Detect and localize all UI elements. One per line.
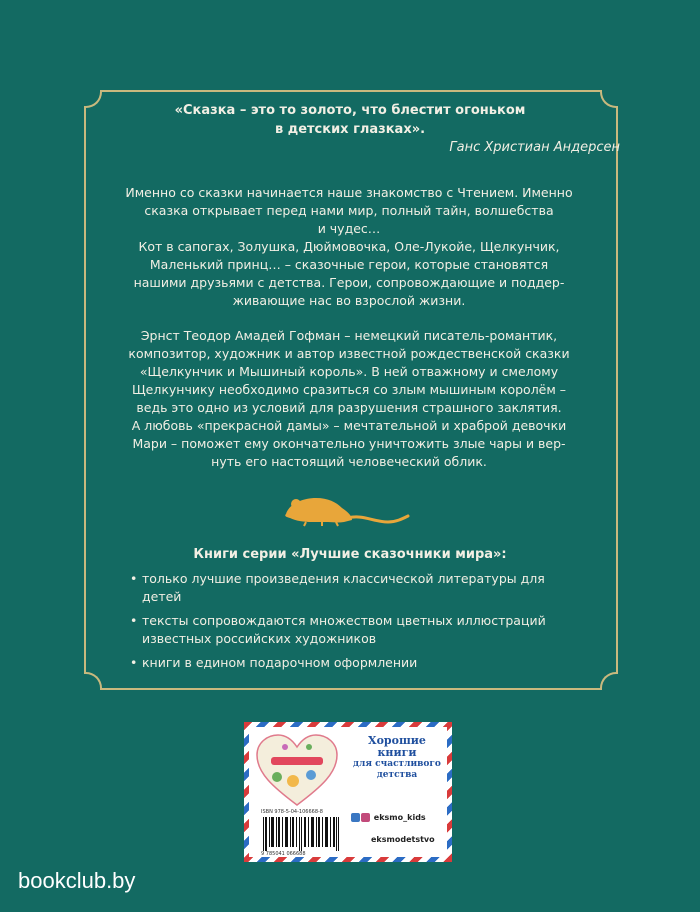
text-line: «Щелкунчик и Мышиный король». В ней отважному и смелому <box>139 364 559 379</box>
epigraph-author: Ганс Христиан Андерсен <box>449 140 620 155</box>
barcode <box>261 817 341 851</box>
text-line: композитор, художник и автор известной рождественской сказки <box>128 346 570 361</box>
epigraph <box>0 101 700 139</box>
series-title: Книги серии «Лучшие сказочники мира»: <box>193 547 507 562</box>
text-line: Щелкунчику необходимо сразиться со злым мышиным королём – <box>131 382 567 397</box>
epigraph-line: в детских глазках». <box>274 122 426 137</box>
slogan-line: для счастливого <box>353 759 441 769</box>
publisher-sticker <box>244 722 452 862</box>
text-line: Кот в сапогах, Золушка, Дюймовочка, Оле-Лукойе, Щелкунчик, <box>138 239 560 254</box>
text-line: нуть его настоящий человеческий облик. <box>211 454 487 469</box>
social-link-detstvo[interactable]: eksmodetstvo <box>371 835 435 844</box>
frame-corner <box>600 672 618 690</box>
text-line: сказка открывает перед нами мир, полный тайн, волшебства <box>144 203 554 218</box>
list-item: • книги в едином подарочном оформлении <box>130 654 570 672</box>
series-features-list <box>130 570 570 678</box>
sticker-slogan <box>349 735 445 781</box>
text-line: живающие нас во взрослой жизни. <box>232 293 466 308</box>
list-item: • тексты сопровождаются множеством цветных иллюстраций известных российских художников <box>130 612 570 648</box>
text-line: Мари – поможет ему окончательно уничтожить злые чары и вер- <box>132 436 566 451</box>
instagram-icon <box>361 813 370 822</box>
text-line: Эрнст Теодор Амадей Гофман – немецкий писатель-романтик, <box>140 328 558 343</box>
mouse-illustration <box>282 492 412 528</box>
heart-logo-icon <box>253 731 341 809</box>
about-paragraph <box>119 327 579 471</box>
social-handle: eksmo_kids <box>373 813 426 822</box>
text-line: и чудес… <box>317 221 381 236</box>
frame-corner <box>84 672 102 690</box>
social-link-kids[interactable] <box>351 813 426 822</box>
site-watermark: bookclub.by <box>18 868 136 893</box>
slogan-line: книги <box>377 746 417 759</box>
text-line: Маленький принц… – сказочные герои, которые становятся <box>149 257 549 272</box>
slogan-line: детства <box>376 770 418 780</box>
vk-icon <box>351 813 360 822</box>
intro-paragraph <box>119 184 579 310</box>
text-line: А любовь «прекрасной дамы» – мечтательной и храброй девочки <box>131 418 567 433</box>
isbn: ISBN 978-5-04-106668-8 <box>261 809 323 815</box>
list-item: • только лучшие произведения классической литературы для детей <box>130 570 570 606</box>
epigraph-line: «Сказка – это то золото, что блестит огоньком <box>174 103 526 118</box>
barcode-number: 9 785041 066688 <box>261 851 306 857</box>
sticker-body <box>249 727 447 857</box>
text-line: ведь это одно из условий для разрушения страшного заклятия. <box>136 400 562 415</box>
text-line: Именно со сказки начинается наше знакомство с Чтением. Именно <box>125 185 573 200</box>
slogan-line: Хорошие <box>368 734 426 747</box>
text-line: нашими друзьями с детства. Герои, сопровождающие и поддер- <box>133 275 565 290</box>
